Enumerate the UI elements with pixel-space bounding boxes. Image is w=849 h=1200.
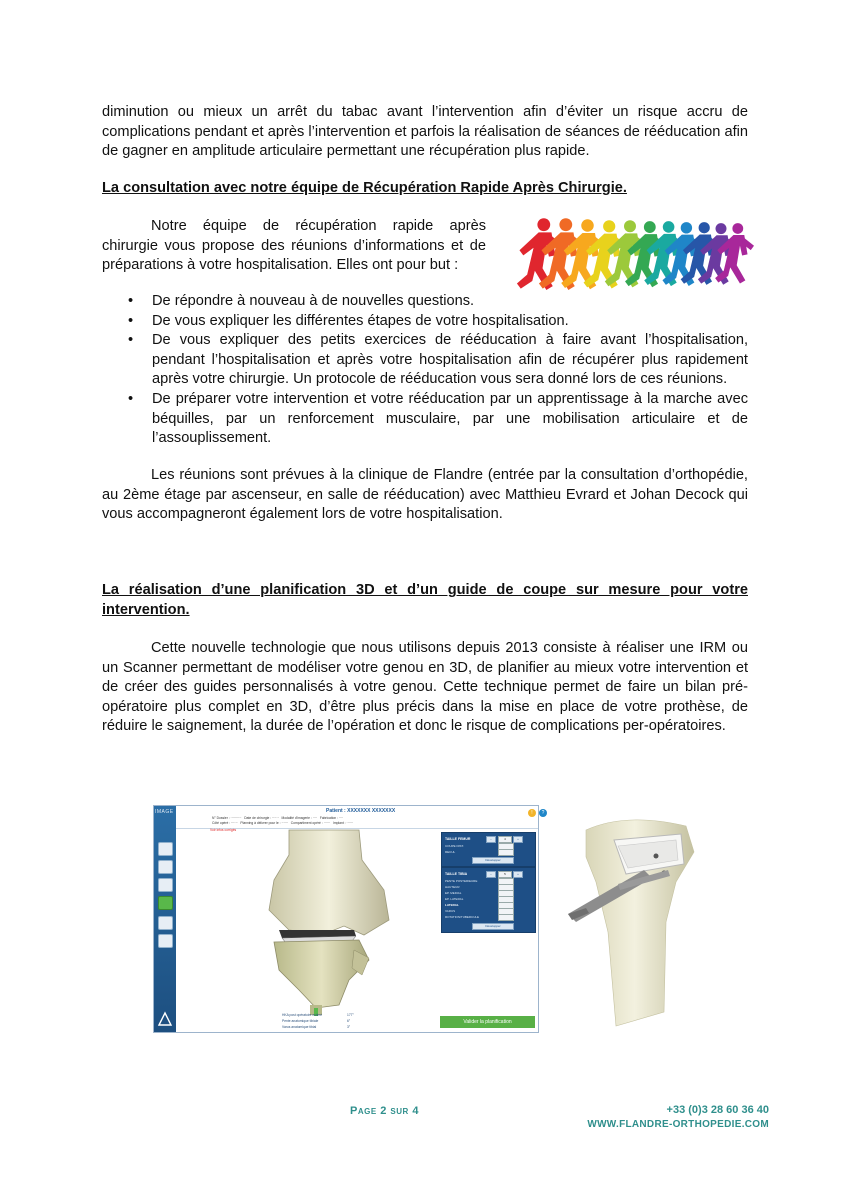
rrac-intro-line-2: chirurgie vous propose des réunions d’informations et de [102, 237, 486, 254]
help-icon: ? [539, 809, 547, 817]
femur-row-label: COUPE DIST. [445, 844, 464, 848]
measure-value: 3° [347, 1025, 351, 1029]
measure-label: HKA post opératoire estimé [282, 1013, 323, 1017]
tibia-row-label: ROTATION/TUBERCULE [445, 915, 480, 919]
rrac-intro-line-3: préparations à votre hospitalisation. Elles ont pour but : [102, 257, 459, 274]
tibia-row-label: EP. MEDIAL [445, 891, 462, 895]
tibia-size-increase: + [513, 871, 523, 878]
list-item [102, 292, 748, 312]
view-button [158, 842, 173, 856]
femur-develop-button: Développer [472, 857, 514, 864]
list-item [102, 331, 748, 390]
app-brand: IMAGE [155, 809, 174, 815]
view-button [158, 878, 173, 892]
femur-row-value [498, 849, 514, 856]
patient-title: Patient : XXXXXXX XXXXXXX [326, 808, 396, 814]
tibia-row-label: PENTE POSTERIEURE [445, 879, 478, 883]
page-number: Page 2 sur 4 [350, 1105, 419, 1117]
app-sidebar [154, 806, 176, 1032]
tibia-size-value: 5 [498, 871, 512, 878]
patient-meta: Côté opéré : ······ Planning à délivrer pour le : ······ Compartiment opéré : ······ Implant : ······ [212, 821, 354, 825]
app-header [176, 806, 545, 829]
bullet-marker: • [128, 293, 134, 309]
footer-phone: +33 (0)3 28 60 36 40 [666, 1104, 769, 1116]
list-item-text: De vous expliquer des petits exercices de rééducation à faire avant l’hospitalisation, pendant l’hospitalisation et après votre hospitalisation afin de récupérer plus rapidement après votre chirurgie. Un protocole de rééducation vous sera donné lors de ces réunions. [152, 332, 748, 388]
femur-size-value: 4 [498, 836, 512, 843]
planning-software-screenshot [153, 805, 545, 1033]
view-button [158, 860, 173, 874]
bullet-marker: • [128, 332, 134, 349]
warning-icon: ! [528, 809, 536, 817]
list-item-text: De répondre à nouveau à de nouvelles questions. [152, 293, 475, 309]
rrac-intro [102, 217, 486, 276]
tibia-row-value [498, 914, 514, 921]
measure-value: 6° [347, 1019, 351, 1023]
intro-paragraph: diminution ou mieux un arrêt du tabac avant l’intervention afin d’éviter un risque accru de complications pendant et après l’intervention et parfois la réalisation de séances de rééducation afin de gagner en amplitude articulaire permettant une récupération plus rapide. [102, 104, 748, 160]
cutting-guide-illustration [556, 812, 706, 1034]
tibia-row-label: LATERAL [445, 903, 459, 907]
reunions-paragraph: Les réunions sont prévues à la clinique de Flandre (entrée par la consultation d’orthopédie, au 2ème étage par ascenseur, en salle de rééducation) avec Matthieu Evrard et Johan Decock qui vous accompagneront également lors de votre hospitalisation. [102, 467, 748, 523]
patient-meta: N° Dossier : ·········· Date de chirurgie : ······ Modalité d'imagerie : ···· Fabrication : ···· [212, 816, 344, 820]
rrac-objectives-list [102, 292, 748, 449]
section-heading-rrac: La consultation avec notre équipe de Récupération Rapide Après Chirurgie. [102, 180, 627, 196]
validate-planning-button: Valider la planification [440, 1016, 535, 1028]
measure-label: Varus anatomique tibial [282, 1025, 317, 1029]
tibia-develop-button: Développer [472, 923, 514, 930]
tibia-size-decrease: − [486, 871, 496, 878]
tibia-row-label: HAUTEUR [445, 885, 460, 889]
femur-panel [441, 832, 536, 867]
bullet-marker: • [128, 390, 134, 407]
tibia-row-label: EP. LATERAL [445, 897, 464, 901]
undo-button [158, 934, 173, 948]
app-logo-icon [157, 1011, 173, 1027]
tibia-panel-title: TAILLE TIBIA [445, 872, 468, 876]
femur-row-label: RECUL [445, 850, 456, 854]
tibia-panel [441, 867, 536, 933]
femur-size-increase: + [513, 836, 523, 843]
knee-3d-model [244, 830, 444, 1032]
alert-text: Voir infos corrigés [210, 828, 237, 832]
list-item-text: De préparer votre intervention et votre rééducation par un apprentissage à la marche avec béquilles, par un renforcement musculaire, par une mobilisation articulaire et de l’assouplissement. [152, 390, 748, 447]
list-item-text: De vous expliquer les différentes étapes de votre hospitalisation. [152, 312, 569, 329]
view-button [158, 916, 173, 930]
rrac-intro-line-1: Notre équipe de récupération rapide après [151, 218, 486, 234]
femur-size-decrease: − [486, 836, 496, 843]
tibia-row-label: VARUS [445, 909, 456, 913]
technology-paragraph: Cette nouvelle technologie que nous utilisons depuis 2013 consiste à réaliser une IRM ou un Scanner permettant de modéliser votre genou en 3D, de planifier au mieux votre intervention et de créer des guides personnalisés à votre genou. Cette technique permet de faire un bilan pré-opératoire plus complet en 3D, d’être plus précis dans la mise en place de votre prothèse, de réduire le saignement, la durée de l’opération et donc le risque de complications per-opératoires. [102, 640, 748, 735]
footer-website: WWW.FLANDRE-ORTHOPEDIE.COM [587, 1119, 769, 1130]
section-heading-3d: La réalisation d’une planification 3D et d’un guide de coupe sur mesure pour votre intervention. [102, 582, 748, 618]
measure-value: 177° [347, 1013, 354, 1017]
view-button [158, 896, 173, 910]
femur-panel-title: TAILLE FEMUR [445, 837, 471, 841]
list-item [102, 390, 748, 449]
measure-label: Pente anatomique tibiale [282, 1019, 319, 1023]
list-item [102, 312, 748, 332]
bullet-marker: • [128, 312, 134, 329]
